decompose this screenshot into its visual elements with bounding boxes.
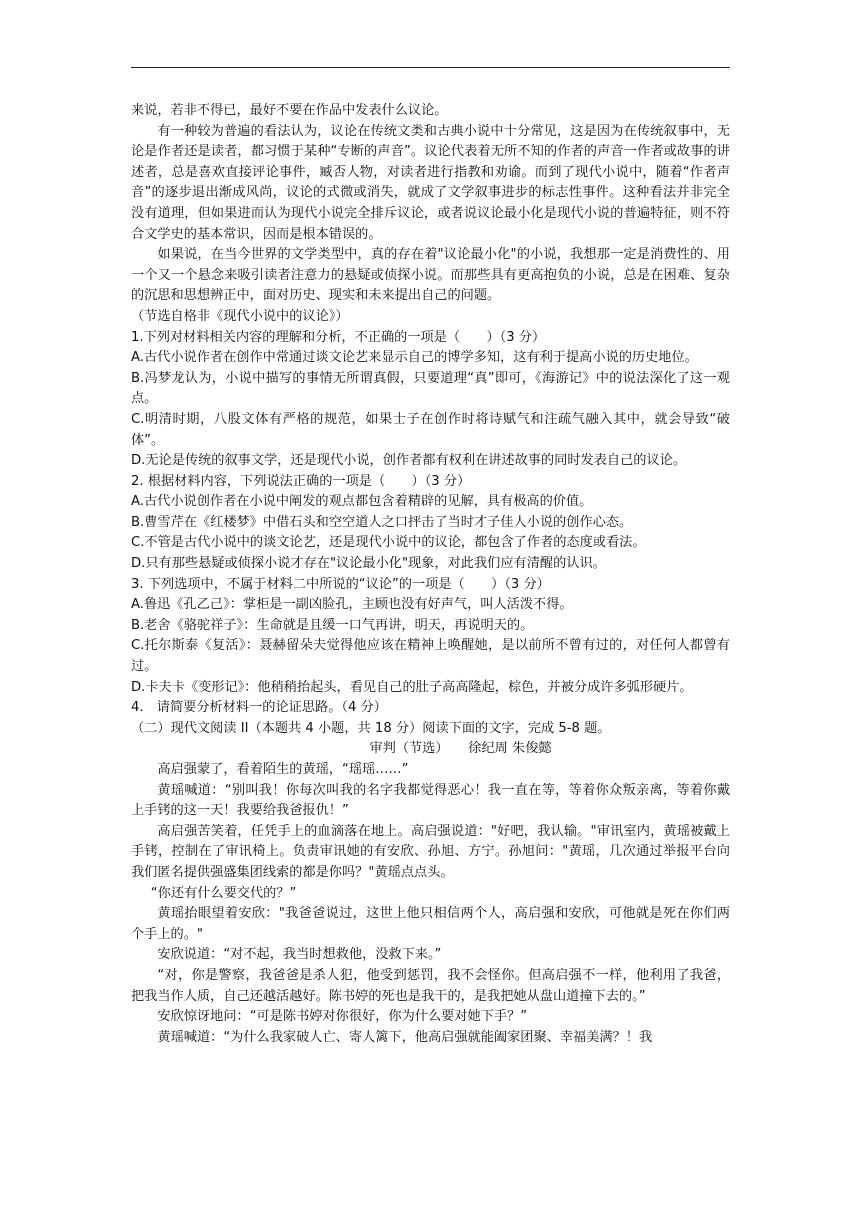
option-d: D.无论是传统的叙事文学，还是现代小说，创作者都有权利在讲述故事的同时发表自己的议论。 (131, 453, 687, 469)
header-rule (131, 67, 730, 68)
paragraph: “你还有什么要交代的？” (150, 885, 297, 901)
option-c: C.不管是古代小说中的谈文论艺，还是现代小说中的议论，都包含了作者的态度或看法。 (131, 535, 646, 551)
option-c: C.托尔斯泰《复活》：聂赫留朵夫觉得他应该在精神上唤醒她，是以前所不曾有过的，对任何人都曾有过。 (131, 638, 730, 675)
question-1: 1.下列对材料相关内容的理解和分析，不正确的一项是（ ）（3 分） (131, 329, 546, 345)
paragraph: 黄瑶抬眼望着安欣："我爸爸说过，这世上他只相信两个人，高启强和安欣，可他就是死在你们两个手上的。" (131, 906, 730, 942)
paragraph: 如果说，在当今世界的文学类型中，真的存在着"议论最小化"的小说，我想那一定是消费性的、用一个又一个悬念来吸引读者注意力的悬疑或侦探小说。而那些具有更高抱负的小说，总是在困难、复杂的沉思和思想辨正中，面对历史、现实和未来提出自己的问题。 (131, 247, 730, 304)
paragraph: 安欣说道：“对不起，我当时想救他，没救下来。” (157, 947, 442, 963)
paragraph: 有一种较为普遍的看法认为，议论在传统文类和古典小说中十分常见，这是因为在传统叙事中，无论是作者还是读者，都习惯于某种“专断的声音”。议论代表着无所不知的作者的声音一作者或故事的讲述者，总是喜欢直接评论事件，臧否人物，对读者进行指教和劝谕。而到了现代小说中，随着“作者声音”的逐步退出渐成风尚，议论的式微或消失，就成了文学叙事进步的标志性事件。这种看法并非完全没有道理，但如果进而认为现代小说完全排斥议论，或者说议论最小化是现代小说的普遍特征，则不符合文学史的基本常识，因而是根本错误的。 (131, 123, 730, 242)
source-note: （节选自格非《现代小说中的议论》） (131, 308, 349, 324)
option-b: B.曹雪芹在《红楼梦》中借石头和空空道人之口抨击了当时才子佳人小说的创作心态。 (131, 514, 633, 530)
question-4: 4. 请简要分析材料一的论证思路。（4 分） (131, 700, 387, 716)
option-d: D.卡夫卡《变形记》：他稍稍抬起头，看见自己的肚子高高隆起，棕色，并被分成许多弧形硬片。 (131, 679, 693, 695)
paragraph: 黄瑶喊道：“别叫我！你每次叫我的名字我都觉得恶心！我一直在等，等着你众叛亲离，等着你戴上手铐的这一天！我要给我爸报仇！” (131, 782, 730, 819)
paragraph: 高启强蒙了，看着陌生的黄瑶，“瑶瑶……” (157, 762, 409, 777)
option-a: A.古代小说创作者在小说中阐发的观点都包含着精辟的见解，具有极高的价值。 (131, 494, 593, 510)
option-d: D.只有那些悬疑或侦探小说才存在"议论最小化"现象，对此我们应有清醒的认识。 (131, 556, 606, 572)
paragraph: 高启强苦笑着，任凭手上的血滴落在地上。高启强说道："好吧，我认输。"审讯室内，黄瑶被戴上手铐，控制在了审讯椅上。负责审讯她的有安欣、孙旭、方宁。孙旭问："黄瑶，几次通过举报平台向我们匿名提供强盛集团线索的都是你吗？"黄瑶点点头。 (131, 823, 730, 880)
option-c: C.明清时期，八股文体有严格的规范，如果士子在创作时将诗赋气和注疏气融入其中，就会导致“破体”。 (131, 411, 730, 448)
option-a: A.鲁迅《孔乙己》：掌柜是一副凶脸孔，主顾也没有好声气，叫人活泼不得。 (131, 597, 573, 613)
paragraph: 安欣惊讶地问：“可是陈书婷对你很好，你为什么要对她下手？” (157, 1009, 528, 1025)
question-3: 3. 下列选项中，不属于材料二中所说的“议论”的一项是（ ）（3 分） (131, 576, 550, 592)
paragraph: 来说，若非不得已，最好不要在作品中发表什么议论。 (131, 103, 448, 118)
document-body (131, 101, 730, 1048)
paragraph: “对，你是警察，我爸爸是杀人犯，他受到惩罚，我不会怪你。但高启强不一样，他利用了我爸，把我当作人质，自己还越活越好。陈书婷的死也是我干的，是我把她从盘山道撞下去的。” (131, 967, 730, 1004)
section-heading: （二）现代文阅读 II（本题共 4 小题，共 18 分）阅读下面的文字，完成 5-8 题。 (131, 720, 611, 736)
option-a: A.古代小说作者在创作中常通过谈文论艺来显示自己的博学多知，这有利于提高小说的历史地位。 (131, 350, 698, 366)
paragraph: 黄瑶喊道：“为什么我家破人亡、寄人篱下，他高启强就能阖家团聚、幸福美满？！我 (157, 1029, 653, 1045)
option-b: B.老舍《骆驼祥子》：生命就是且缓一口气再讲，明天，再说明天的。 (131, 617, 534, 633)
option-b: B.冯梦龙认为，小说中描写的事情无所谓真假，只要道理“真”即可，《海游记》中的说法深化了这一观点。 (131, 370, 730, 407)
question-2: 2. 根据材料内容，下列说法正确的一项是（ ）（3 分） (131, 473, 471, 489)
story-title: 审判（节选） 徐纪周 朱俊懿 (369, 741, 552, 757)
